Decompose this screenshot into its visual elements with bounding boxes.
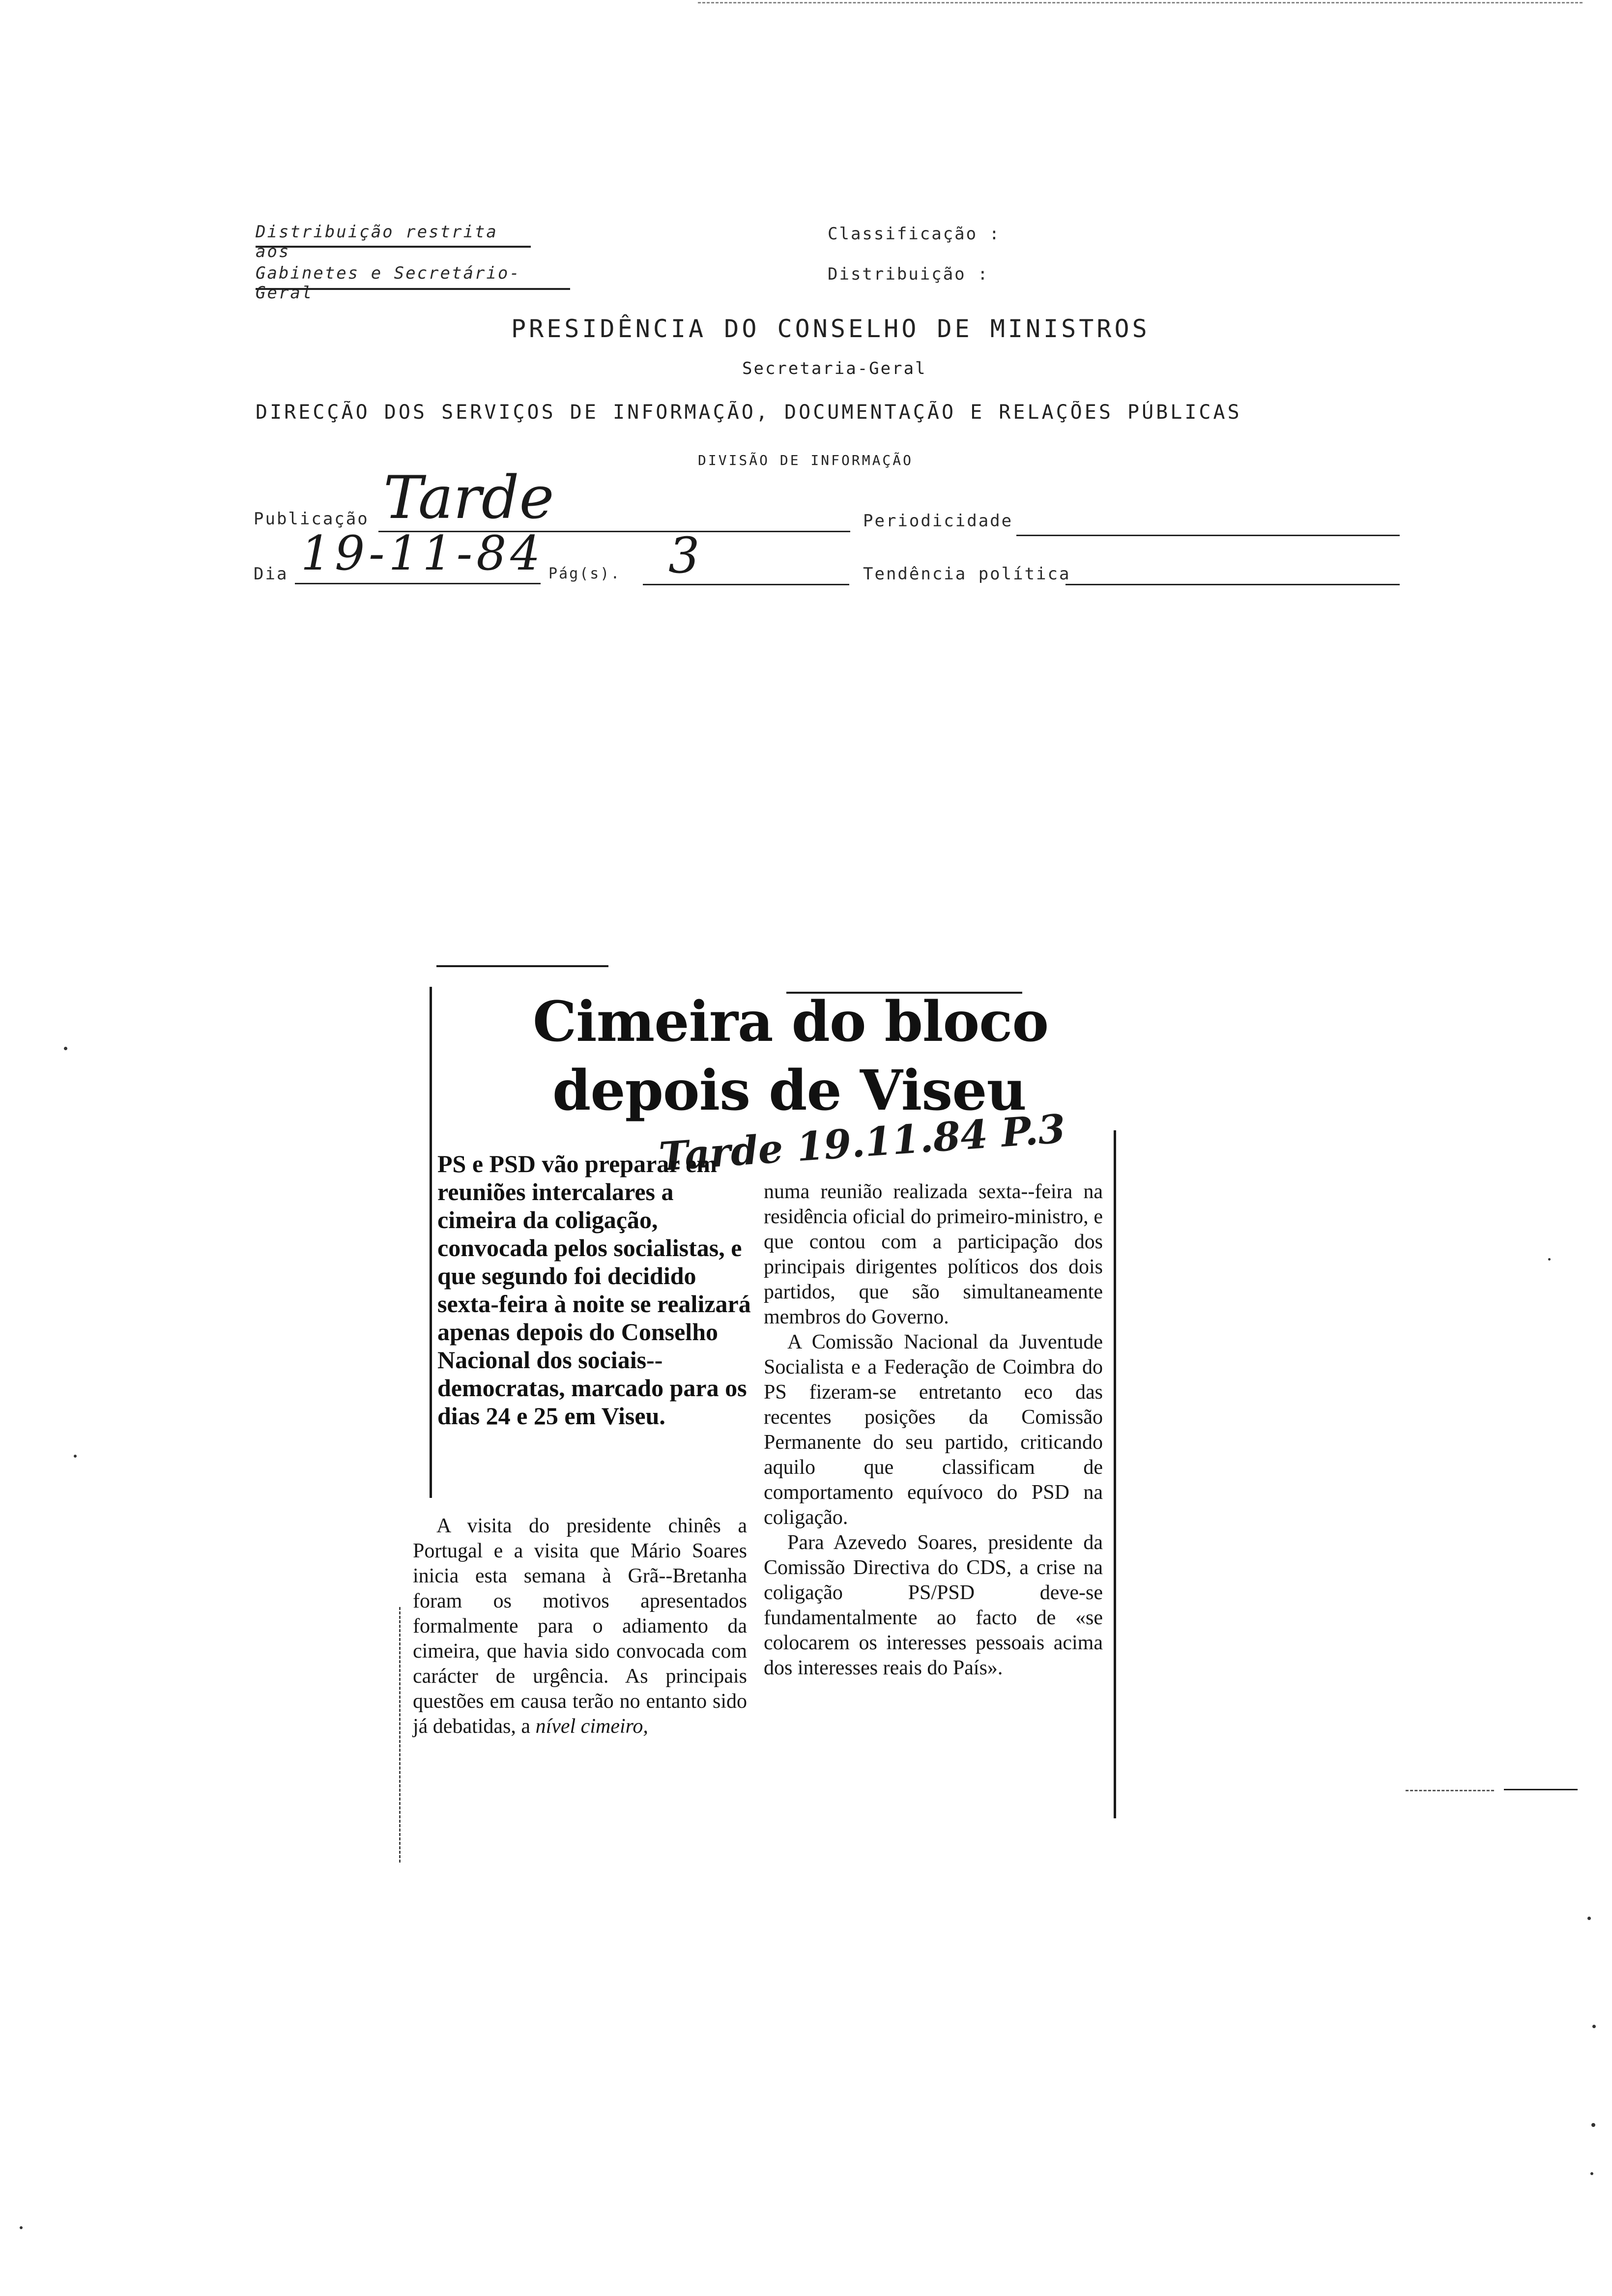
day-label: Dia xyxy=(254,564,288,584)
political-tendency-label: Tendência política xyxy=(863,564,1071,584)
political-tendency-field xyxy=(1065,584,1400,585)
distribution-restriction-line2: Gabinetes e Secretário-Geral xyxy=(256,263,521,303)
scan-speck xyxy=(1590,2172,1593,2175)
directorate-title: DIRECÇÃO DOS SERVIÇOS DE INFORMAÇÃO, DOCUMENTAÇÃO E RELAÇÕES PÚBLICAS xyxy=(256,401,1242,424)
article-column-1 xyxy=(413,1514,747,1739)
periodicity-field xyxy=(1016,535,1400,536)
publication-label: Publicação xyxy=(254,509,369,529)
scan-speck xyxy=(1548,1258,1551,1261)
scan-speck xyxy=(1591,2123,1595,2127)
column2-paragraph-1: numa reunião realizada sexta--feira na residência oficial do primeiro-ministro, e que contou com a participação dos principais dirigentes políticos dos dois partidos, que são simultaneamente membros do Governo. xyxy=(764,1180,1103,1328)
clipping-top-rule-left xyxy=(436,965,608,967)
institution-title: PRESIDÊNCIA DO CONSELHO DE MINISTROS xyxy=(511,315,1150,343)
distribution-label: Distribuição : xyxy=(828,264,989,284)
distribution-restriction-line1: Distribuição restrita aos xyxy=(256,222,498,261)
scan-speck xyxy=(74,1455,77,1458)
clipping-right-border xyxy=(1114,1130,1116,1818)
scan-speck xyxy=(20,2226,23,2229)
publication-handwritten-value: Tarde xyxy=(383,464,554,532)
scan-speck xyxy=(1587,1917,1591,1920)
clipping-left-margin-mark xyxy=(399,1607,402,1863)
headline-line2: depois de Viseu xyxy=(552,1059,1026,1123)
headline-line1: Cimeira do bloco xyxy=(533,990,1049,1054)
article-lead xyxy=(437,1150,757,1430)
division-title: DIVISÃO DE INFORMAÇÃO xyxy=(698,452,914,468)
distribution-underline-2 xyxy=(256,288,570,290)
article-column-2 xyxy=(764,1179,1103,1681)
scan-right-dashes xyxy=(1406,1790,1494,1791)
classification-label: Classificação : xyxy=(828,224,1001,244)
scan-speck xyxy=(1592,2025,1596,2028)
scan-top-dashes xyxy=(698,2,1583,3)
pages-label: Pág(s). xyxy=(548,565,621,582)
day-field xyxy=(295,583,541,584)
column2-paragraph-3: Para Azevedo Soares, presidente da Comissão Directiva do CDS, a crise na coligação PS/PSD deve-se fundamentalmente ao facto de «se colocarem os interesses pessoais acima dos interesses reais do País». xyxy=(764,1531,1103,1679)
column1-paragraph-1 xyxy=(413,1514,747,1739)
scan-right-mark xyxy=(1504,1789,1578,1790)
day-handwritten-value: 19-11-84 xyxy=(301,526,545,581)
pages-handwritten-value: 3 xyxy=(668,527,700,584)
column2-paragraph-2: A Comissão Nacional da Juventude Socialista e a Federação de Coimbra do PS fizeram-se entretanto eco das recentes posições da Comissão Permanente do seu partido, criticando aquilo que classificam de comportamento equívoco do PSD na coligação. xyxy=(764,1331,1103,1529)
scan-speck xyxy=(64,1047,67,1050)
column1-italic-text: nível cimeiro, xyxy=(535,1715,648,1738)
column1-text: A visita do presidente chinês a Portugal e a visita que Mário Soares inicia esta semana à Grã--Bretanha foram os motivos apresentados formalmente para o adiamento da cimeira, que havia sido convocada com carácter de urgência. As principais questões em causa terão no entanto sido já debatidas, a xyxy=(413,1515,747,1738)
lead-text: PS e PSD vão preparar em reuniões intercalares a cimeira da coligação, convocada pelos socialistas, e que segundo foi decidido sexta-feira à noite se realizará apenas depois do Conselho Nacional dos sociais--democratas, marcado para os dias 24 e 25 em Viseu. xyxy=(437,1150,751,1430)
distribution-underline-1 xyxy=(256,246,531,248)
clipping-left-border xyxy=(430,987,432,1498)
handwritten-clipping-note: Tarde 19.11.84 P.3 xyxy=(657,1105,1067,1180)
periodicity-label: Periodicidade xyxy=(863,511,1013,531)
secretariat-title: Secretaria-Geral xyxy=(742,359,927,378)
